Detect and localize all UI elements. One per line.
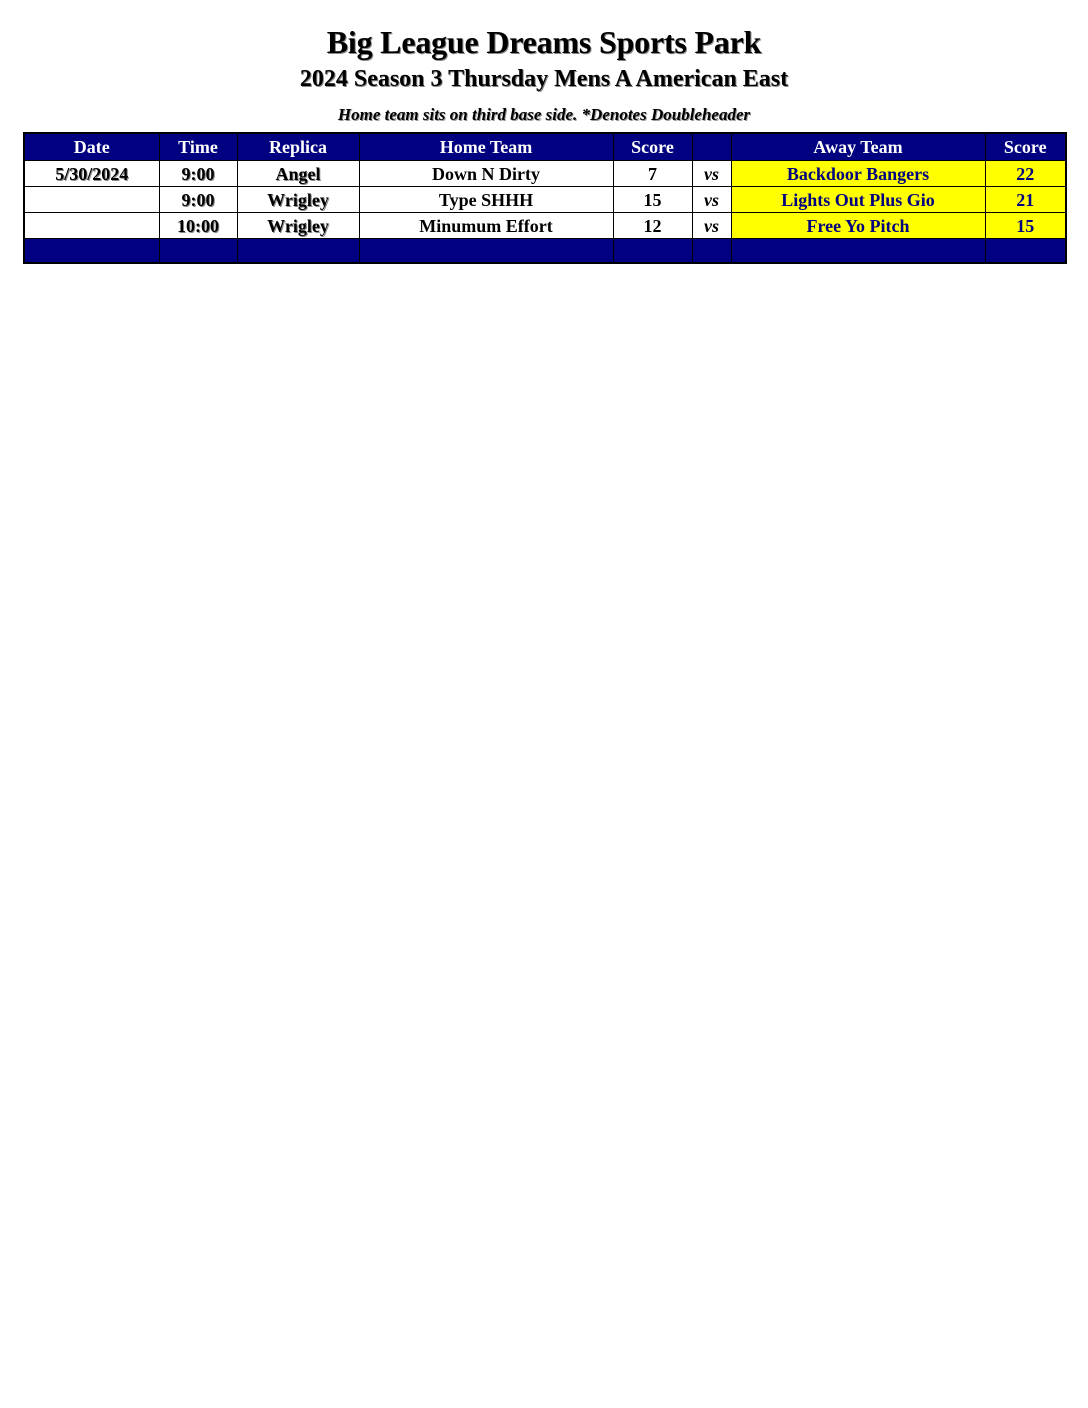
col-header-home-score: Score [613, 133, 692, 161]
cell-time: 9:00 [159, 187, 237, 213]
table-row [24, 161, 1066, 187]
header-row [24, 133, 1066, 161]
cell-home-team: Minumum Effort [359, 213, 613, 239]
cell-home-team: Down N Dirty [359, 161, 613, 187]
col-header-time: Time [159, 133, 237, 161]
cell-home-team: Type SHHH [359, 187, 613, 213]
cell-away-score: 15 [985, 213, 1066, 239]
col-header-away-team: Away Team [731, 133, 985, 161]
footer-cell [613, 239, 692, 264]
table-row [24, 187, 1066, 213]
cell-away-score: 21 [985, 187, 1066, 213]
footer-cell [359, 239, 613, 264]
table-row [24, 213, 1066, 239]
cell-date: 5/30/2024 [24, 161, 159, 187]
footer-cell [985, 239, 1066, 264]
cell-away-team: Lights Out Plus Gio [731, 187, 985, 213]
footer-cell [692, 239, 731, 264]
page-subtitle: 2024 Season 3 Thursday Mens A American East [299, 66, 789, 92]
cell-time: 9:00 [159, 161, 237, 187]
cell-vs: vs [692, 187, 731, 213]
cell-replica: Wrigley [237, 187, 359, 213]
cell-time: 10:00 [159, 213, 237, 239]
cell-away-score: 22 [985, 161, 1066, 187]
footer-cell [731, 239, 985, 264]
footer-cell [237, 239, 359, 264]
footer-cell [159, 239, 237, 264]
cell-replica: Wrigley [237, 213, 359, 239]
cell-home-score: 12 [613, 213, 692, 239]
cell-date [24, 213, 159, 239]
col-header-away-score: Score [985, 133, 1066, 161]
cell-home-score: 7 [613, 161, 692, 187]
col-header-vs [692, 133, 731, 161]
page-title: Big League Dreams Sports Park [326, 24, 762, 60]
cell-away-team: Backdoor Bangers [731, 161, 985, 187]
cell-date [24, 187, 159, 213]
table-footer-row [24, 239, 1066, 264]
footer-cell [24, 239, 159, 264]
doubleheader-note: Home team sits on third base side. *Denotes Doubleheader [337, 105, 751, 124]
cell-replica: Angel [237, 161, 359, 187]
schedule-table [23, 132, 1067, 264]
cell-home-score: 15 [613, 187, 692, 213]
cell-away-team: Free Yo Pitch [731, 213, 985, 239]
cell-vs: vs [692, 161, 731, 187]
col-header-date: Date [24, 133, 159, 161]
cell-vs: vs [692, 213, 731, 239]
col-header-home-team: Home Team [359, 133, 613, 161]
col-header-replica: Replica [237, 133, 359, 161]
